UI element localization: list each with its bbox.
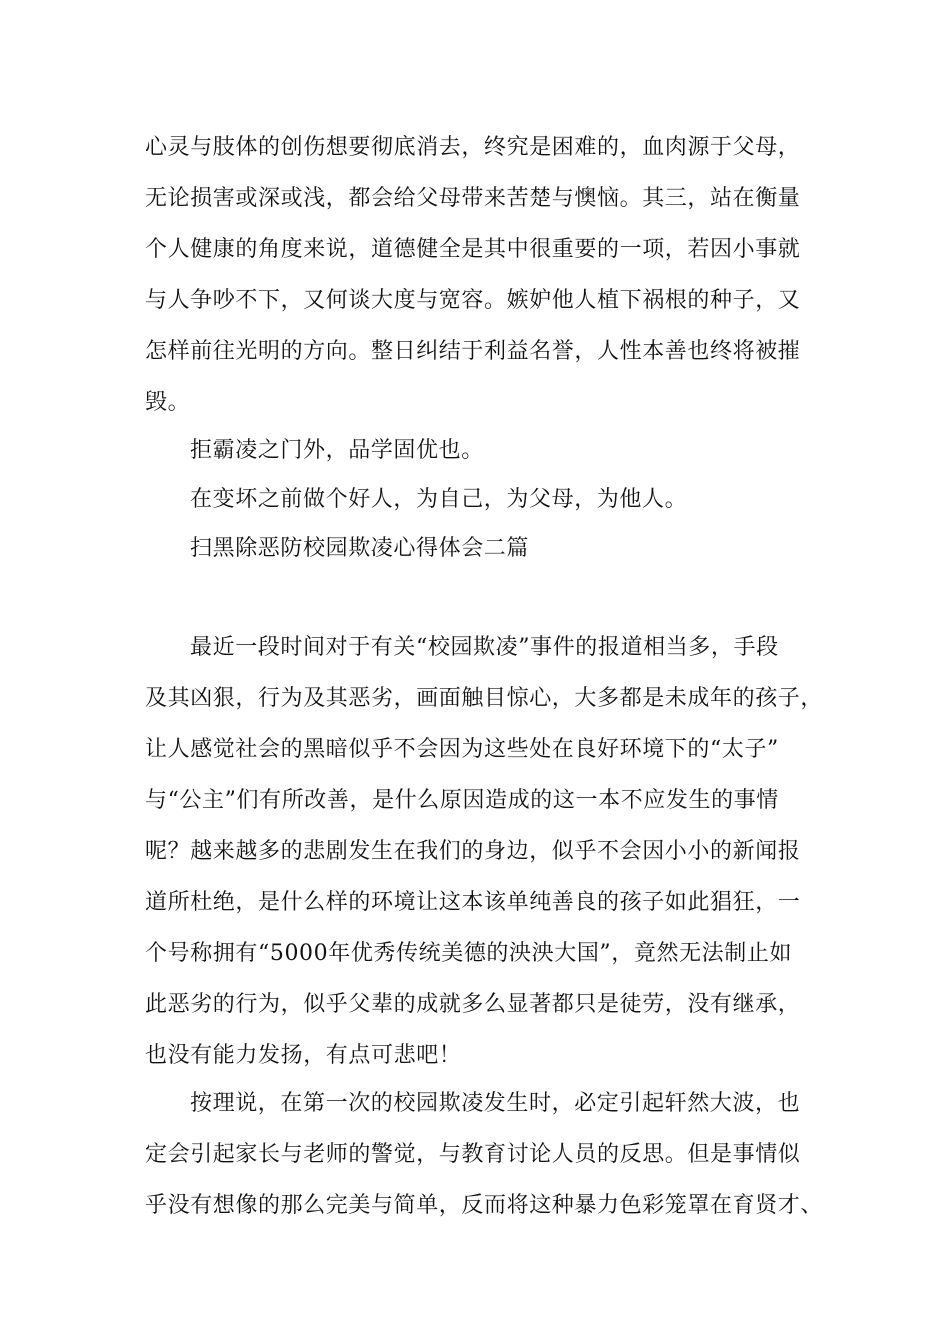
paragraph-line: 乎没有想像的那么完美与简单，反而将这种暴力色彩笼罩在育贤才、	[145, 1193, 824, 1218]
paragraph-line: 心灵与肢体的创伤想要彻底消去，终究是困难的，血肉源于父母，	[145, 135, 801, 160]
section-title: 扫黑除恶防校园欺凌心得体会二篇	[190, 536, 530, 561]
paragraph-line: 也没有能力发扬，有点可悲吧！	[145, 1043, 462, 1068]
paragraph-line: 毁。	[145, 390, 191, 415]
paragraph-line: 与“公主”们有所改善，是什么原因造成的这一本不应发生的事情	[145, 788, 779, 813]
paragraph-line: 怎样前往光明的方向。整日纠结于利益名誉，人性本善也终将被摧	[145, 339, 801, 364]
paragraph-line: 呢？越来越多的悲剧发生在我们的身边，似乎不会因小小的新闻报	[145, 839, 801, 864]
paragraph-line: 与人争吵不下，又何谈大度与宽容。嫉妒他人植下祸根的种子，又	[145, 288, 801, 313]
paragraph-line: 无论损害或深或浅，都会给父母带来苦楚与懊恼。其三，站在衡量	[145, 186, 801, 211]
paragraph-line: 个人健康的角度来说，道德健全是其中很重要的一项，若因小事就	[145, 237, 801, 262]
paragraph-line: 拒霸凌之门外，品学固优也。	[190, 438, 484, 463]
paragraph-line: 最近一段时间对于有关“校园欺凌”事件的报道相当多，手段	[190, 635, 779, 660]
paragraph-line: 及其凶狠，行为及其恶劣，画面触目惊心，大多都是未成年的孩子，	[145, 686, 824, 711]
paragraph-line: 在变坏之前做个好人，为自己，为父母，为他人。	[190, 487, 688, 512]
paragraph-line: 定会引起家长与老师的警觉，与教育讨论人员的反思。但是事情似	[145, 1142, 801, 1167]
paragraph-line: 个号称拥有“5000年优秀传统美德的泱泱大国”，竟然无法制止如	[145, 941, 793, 966]
paragraph-line: 按理说，在第一次的校园欺凌发生时，必定引起轩然大波，也	[190, 1091, 801, 1116]
paragraph-line: 让人感觉社会的黑暗似乎不会因为这些处在良好环境下的“太子”	[145, 737, 779, 762]
paragraph-line: 道所杜绝，是什么样的环境让这本该单纯善良的孩子如此猖狂，一	[145, 890, 801, 915]
paragraph-line: 此恶劣的行为，似乎父辈的成就多么显著都只是徒劳，没有继承，	[145, 992, 801, 1017]
